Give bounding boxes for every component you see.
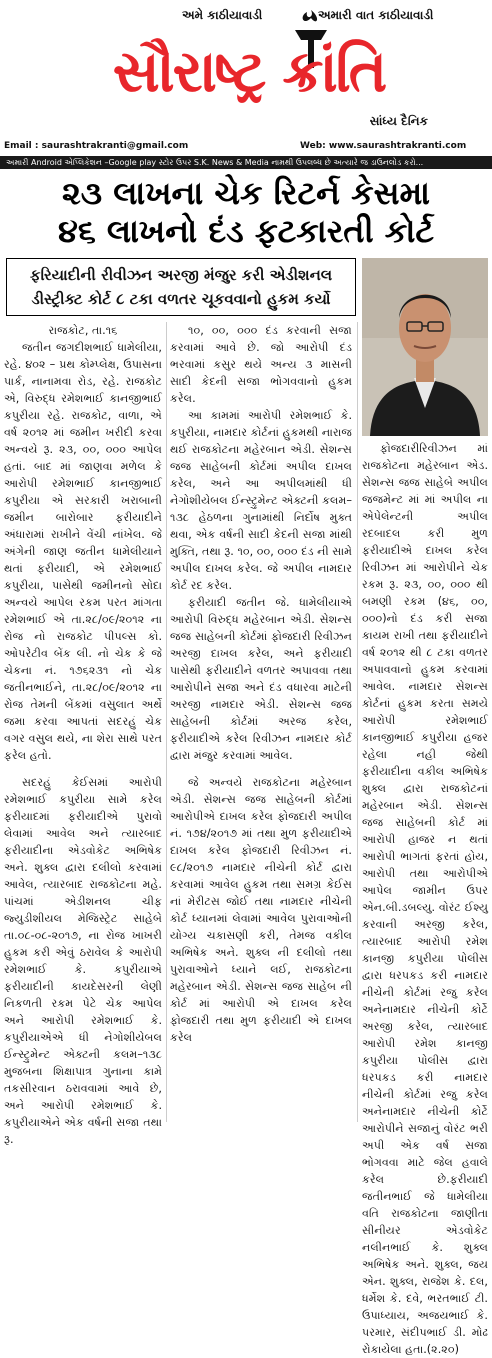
article-paragraph: જતીન જગદીશભાઈ ધામેલીયા, રહે. ૪૦૨ – પ્રથ કોમ્પ્લેક્ષ, ઉપાસના પાર્ક, નાનામવા રોડ, રહે. રાજકોટ એ, વિરુદ્ધ રમેશભાઈ કાનજીભાઈ કપુરીયા રહે. રાજકોટ, વાળા, એ વર્ષ ૨૦૧૨ માં જમીન ખરીદી કરવા અન્વયે રૂ. ૨૩, ૦૦, ૦૦૦ આપેલ હતાં. બાદ માં જાણવા મળેલ કે આરોપી રમેશભાઈ કાનજીભાઈ કપુરીયા એ સરકારી ખરાબાની જમીન બારોબાર ફરીયાદીને અંધારામાં રાખીને વેંચી નાંખેલ. જે અંગેની જાણ જતીન ધામેલીયાને થતાં ફરીયાદી, એ રમેશભાઈ કપુરીયા, પાસેથી જમીનનો સોદા અન્વયે આપેલ રકમ પરત માંગતા રમેશભાઈ એ તા.૨૮/૦૯/૨૦૧૨ ના રોજ નો રાજકોટ પીપલ્સ કો. ઓપરેટીવ બેંક લી. નો ચેક કે જે ચેકના નં. ૧૭૬૨૩૧ નો ચેક જતીનભાઈને, તા.૨૮/૦૯/૨૦૧૨ ના રોજ તેમની બેંકમાં વસુલાત અર્થે જમા કરવા આપતાં સદરહું ચેક વગર વસુલ થયે, ના શેરા સાથે પરત ફરેલ હતો. [4, 341, 162, 762]
column-divider [166, 322, 167, 1122]
subheadline-line-2: ડીસ્ટ્રીક્ટ કોર્ટ ૮ ટકા વળતર ચૂકવવાનો હુકમ કર્યો [31, 290, 331, 308]
contact-web: Web: www.saurashtrakranti.com [300, 141, 467, 151]
newspaper-logo: સૌરાષ્ટ્ર ક્રાંતિ [112, 37, 386, 105]
article-paragraph: સદરહું કેઈસમાં આરોપી રમેશભાઈ કપુરીયા સામે કરેલ ફરીયાદમાં ફરીયાદીએ પુરાવો લેવામાં આવેલ અને ત્યારબાદ ફરીયાદીના એડવોકેટ અભિષેક અને. શુક્લ દ્વારા દલીલો કરવામાં આવેલ, ત્યારબાદ રાજકોટના મહે. પાંચમાં એડીશનલ ચીફ જ્યુડીશીયલ મેજિસ્ટ્રેટ સાહેબે તા.૦૮-૦૮-૨૦૧૭, ના રોજ ખાખરી હુકમ કરી એવું ઠરાવેલ કે આરોપી રમેશભાઈ કે. કપુરીયાએ ફરીયાદીની કાયદેસરની લેણી નિકળતી રકમ પેટે ચેક આપેલ અને આરોપી રમેશભાઈ કે. કપુરીયાએએ ધી નેગોશીયેબલ ઈન્સ્ટ્રુમેન્ટ એક્ટની કલમ–૧૩૮ મુજબના શિક્ષાપાત્ર ગુનાના કામે તકસીરવાન ઠરાવવામાં આવે છે, અને આરોપી રમેશભાઈ કે. કપુરીયાએને એક વર્ષની સજા તથા રૂ. [4, 776, 162, 1146]
article-paragraph: ૧૦, ૦૦, ૦૦૦ દંડ કરવાની સજા કરવામાં આવે છે. જો આરોપી દંડ ભરવામાં કસુર થયે અન્ય ૩ માસની સાદી કેદની સજા ભોગવવાનો હુકમ કરેલ. [170, 324, 352, 405]
tagline-left: અમે કાઠીયાવાડી [182, 8, 263, 22]
subheadline-line-1: ફરિયાદીની રીવીઝન અરજી મંજુર કરી એડીશનલ [29, 266, 333, 284]
app-banner [0, 156, 492, 169]
article-paragraph: ફોજદારીરિવીઝન માં રાજકોટના મહેરબાન એડ. સેશન્સ જજ સાહેબે અપીલ જજમેન્ટ માં માં અપીલ ના એપેલેન્ટની અપીલ રદબાદલ કરી મુળ ફરીયાદીએ દાખલ કરેલ રિવીઝન માં આરોપીને ચેક રકમ રૂ. ૨૩, ૦૦, ૦૦૦ થી બમણી રકમ (૪૬, ૦૦, ૦૦૦)નો દંડ કરી સજા કાયમ રાખી તથા ફરીયાદીને વર્ષ ૨૦૧૨ થી ૮ ટકા વળતર અપાવવાનો હુકમ કરવામાં આવેલ. નામદાર સેશન્સ કોર્ટનાં હુકમ કરતા સમયે આરોપી રમેશભાઈ કાનજીભાઈ કપુરીયા હજર રહેલા નહી જેથી ફરીયાદીના વકીલ અભિષેક શુક્લ દ્વારા રાજકોટનાં મહેરબાન એડી. સેશન્સ જજ સાહેબની કોર્ટ માં આરોપી હાજર ન થતાં આરોપી ભાગતાં ફરતાં હોય, આરોપી તથા આરોપીએ આપેલ જામીન ઉપર એન.બી.ડબલ્યુ. વોરંટ ઈશ્યુ કરવાની અરજી કરેલ, ત્યારબાદ આરોપી રમેશ કાનજી કપુરીયા પોલીસ દ્વારા ધરપકડ કરી નામદાર નીચેની કોર્ટમાં રજુ કરેલ અનેનામદાર નીચેની કોર્ટે અરજી કરેલ, ત્યારબાદ આરોપી રમેશ કાનજી કપુરીયા પોલીસ દ્વારા ધરપકડ કરી નામદાર નીચેની કોર્ટમાં રજુ કરેલ અનેનામદાર નીચેની કોર્ટે આરોપીને સજાનું વોરંટ ભરી અપી એક વર્ષ સજા ભોગવવા માટે જેલ હવાલે કરેલ છે.ફરીયાદી જતીનભાઈ જે ધામેલીયા વતિ રાજકોટના જાણીતા સીનીયર એડવોકેટ નલીનભાઈ કે. શુક્લ અભિષેક અને. શુક્લ, જય એન. શુક્લ, રાજેશ કે. દલ, ધર્મેશ કે. દવે, ભરતભાઈ ટી. ઉપાધ્યાય, અજયભાઈ કે. પરમાર, સંદીપભાઈ ડી. મોઢ રોકાયેલા હતા.(૨.૨૦) [362, 442, 488, 1356]
masthead [0, 0, 492, 140]
subheadline-box [6, 258, 356, 316]
headline-line-1: ૨૩ લાખના ચેક રિટર્ન કેસમા [61, 174, 431, 212]
article-column-2 [170, 322, 352, 1046]
headline-line-2: ૪૬ લાખનો દંડ ફટકારતી કોર્ટ [58, 212, 434, 250]
portrait-photo [362, 258, 488, 436]
contact-row [0, 141, 492, 155]
article-column-1 [4, 322, 162, 1148]
article-paragraph: ફરીયાદી જતીન જે. ધામેલીયાએ આરોપી વિરુદ્ધ મહેરબાન એડી. સેશન્સ જજ સાહેબની કોર્ટમાં ફોજદારી રિવીઝન અરજી દાખલ કરેલ, અને ફરીયાદી પાસેથી ફરીયાદીને વળતર અપાવવા તથા આરોપીને સજા અને દંડ વધારવા માટેની અરજી નામદાર એડી. સેશન્સ જજ સાહેબની કોર્ટમાં અરજ કરેલ, ફરીયાદીએ કરેલ રિવીઝન નામદાર કોર્ટ દ્વારા મંજુર કરવામાં આવેલ. [170, 596, 352, 762]
newspaper-subtitle: સાંધ્ય દૈનિક [369, 114, 428, 128]
contact-email: Email : saurashtrakranti@gmail.com [4, 141, 189, 151]
dateline: રાજકોટ, તા.૧૬ [48, 324, 118, 337]
tagline-right: અમારી વાત કાઠીયાવાડી [318, 8, 434, 22]
article-column-3 [362, 440, 488, 1358]
article-paragraph: આ કામમાં આરોપી રમેશભાઈ કે. કપુરીયા, નામદાર કોર્ટનાં હુકમથી નારાજ થઈ રાજકોટના મહેરબાન એડી. સેશન્સ જજ સાહેબની કોર્ટમાં અપીલ દાખલ કરેલ, અને આ અપીલમાંથી ધી નેગોશીયેબલ ઈન્સ્ટ્રુમેન્ટ એક્ટની કલમ–૧૩૮ હેઠળના ગુનામાંથી નિર્દોષ મુક્ત થવા, એક વર્ષની સાદી કેદની સજા માંથી મુક્તિ, તથા રૂ. ૧૦, ૦૦, ૦૦૦ દંડ ની સામે અપીલ દાખલ કરેલ. જે અપીલ નામદાર કોર્ટ રદ કરેલ. [170, 409, 352, 592]
column-divider [357, 322, 358, 1122]
person-icon [362, 258, 488, 436]
article-paragraph: જે અન્વયે રાજકોટના મહેરબાન એડી. સેશન્સ જજ સાહેબની કોર્ટમાં આરોપીએ દાખલ કરેલ ફોજદારી અપીલ નં. ૧૭૪/૨૦૧૭ માં તથા મુળ ફરીયાદીએ દાખલ કરેલ ફોજદારી રિવીઝન નં. ૯૮/૨૦૧૭ નામદાર નીચેની કોર્ટ દ્વારા કરવામાં આવેલ હુકમ તથા સમગ્ર કેઈસ નાં મેરીટસ જોઈ તથા નામદાર નીચેની કોર્ટ ધ્યાનમાં લેવામાં આવેલ પુરાવાઓની યોગ્ય ચકાસણી કરી, તેમજ વકીલ અભિષેક અને. શુક્લ ની દલીલો તથા પુરાવાઓને ધ્યાને લઈ, રાજકોટના મહેરબાન એડી. સેશન્સ જજ સાહેબ ની કોર્ટ માં આરોપી એ દાખલ કરેલ ફોજદારી તથા મુળ ફરીયાદી એ દાખલ કરેલ [170, 776, 352, 1044]
app-banner-text: અમારી Android એપ્લિકેશન –Google play સ્ટોર ઉપર S.K. News & Media નામથી ઉપલબ્ધ છે અત્યારે જ ડાઉનલોડ કરો... [6, 158, 424, 167]
